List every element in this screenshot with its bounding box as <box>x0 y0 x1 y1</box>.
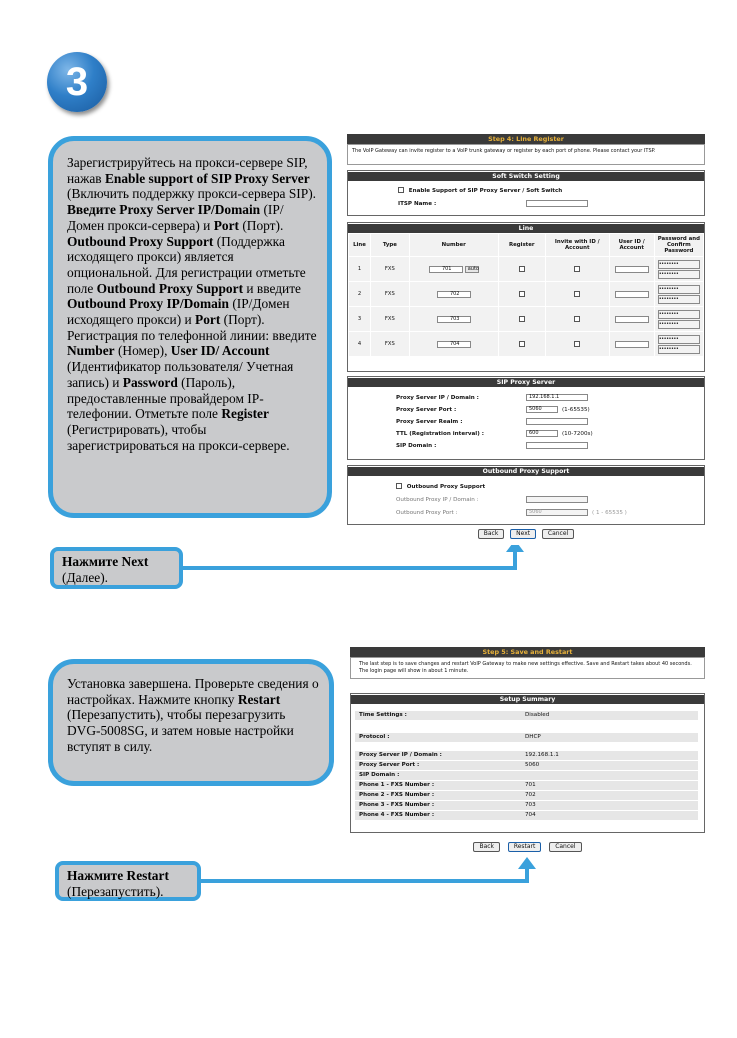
password-cell <box>654 282 703 307</box>
instruction-text-part: (IP/Домен исходящего прокси) и <box>67 296 290 328</box>
table-row <box>349 257 704 282</box>
invite-cell <box>545 282 609 307</box>
proxy-ip-input[interactable]: 192.168.1.1 <box>526 394 588 401</box>
itsp-name-input[interactable] <box>526 200 588 207</box>
register-cell <box>498 307 545 332</box>
user-id-input[interactable] <box>615 316 649 323</box>
summary-value: 704 <box>525 812 536 818</box>
restart-arrow-line <box>201 879 529 883</box>
step-number-badge: 3 <box>47 52 107 112</box>
line-number-field <box>409 307 498 332</box>
confirm-password-input[interactable]: •••••••• <box>658 320 700 329</box>
register-checkbox[interactable] <box>519 316 525 322</box>
user-id-input[interactable] <box>615 291 649 298</box>
finish-text-part: Установка завершена. Проверьте сведения о настройках. Нажмите кнопку <box>67 676 319 707</box>
restart-button[interactable]: Restart <box>508 842 542 852</box>
invite-checkbox[interactable] <box>574 316 580 322</box>
table-row <box>349 307 704 332</box>
ttl-input[interactable]: 600 <box>526 430 558 437</box>
finish-callout <box>48 659 334 786</box>
summary-row <box>355 771 698 780</box>
outbound-proxy-checkbox[interactable] <box>396 483 402 489</box>
outbound-ip-label: Outbound Proxy IP / Domain : <box>396 497 479 503</box>
summary-label: Proxy Server Port : <box>359 762 420 768</box>
enable-sip-proxy-label: Enable Support of SIP Proxy Server / Soft Switch <box>408 187 563 194</box>
summary-value: DHCP <box>525 734 541 740</box>
table-row <box>349 332 704 357</box>
summary-label: Phone 3 - FXS Number : <box>359 802 435 808</box>
summary-value: 192.168.1.1 <box>525 752 559 758</box>
line-number-cell: 2 <box>349 282 371 307</box>
line-section <box>347 222 705 372</box>
summary-row <box>355 761 698 770</box>
finish-text-part: (Перезапустить), чтобы перезагрузить DVG-5008SG, и затем новые настройки вступят в силу. <box>67 707 294 754</box>
itsp-name-label: ITSP Name : <box>398 201 437 207</box>
finish-text-part: Restart <box>237 691 281 707</box>
instruction-text-part: (Идентификатор пользователя/ Учетная запись) и <box>67 359 294 390</box>
summary-value: 701 <box>525 782 536 788</box>
step4-panel <box>347 134 705 545</box>
summary-row <box>355 781 698 790</box>
password-cell <box>654 257 703 282</box>
instruction-text-part: (Поддержка исходящего прокси) является опциональной. Для регистрации отметьте поле <box>67 233 306 296</box>
instruction-text-part: Outbound Proxy IP/Domain <box>67 296 229 312</box>
line-column-header: Register <box>498 234 545 257</box>
register-checkbox[interactable] <box>519 266 525 272</box>
instruction-text-part: (Включить поддержку прокси-сервера SIP). <box>67 186 317 202</box>
instruction-text-part: Port <box>213 217 239 233</box>
next-arrow-line <box>183 566 516 570</box>
line-table <box>348 233 704 357</box>
summary-row <box>355 711 698 720</box>
setup-summary-section <box>350 693 705 833</box>
outbound-port-label: Outbound Proxy Port : <box>396 510 458 516</box>
enable-sip-proxy-checkbox[interactable] <box>398 187 404 193</box>
instruction-text-part: Register <box>221 406 269 422</box>
line-type-cell: FXS <box>370 257 409 282</box>
ttl-range: (10-7200s) <box>562 431 593 437</box>
password-input[interactable]: •••••••• <box>658 285 700 294</box>
summary-value: 5060 <box>525 762 540 768</box>
instruction-text-part: Outbound Proxy Support <box>67 233 214 249</box>
register-checkbox[interactable] <box>519 291 525 297</box>
step5-description: The last step is to save changes and restart VoIP Gateway to make new settings effective. Save and Restart takes about 40 seconds. The login page will show in about 1 minute. <box>350 657 705 679</box>
line-number-field <box>409 257 498 282</box>
register-cell <box>498 257 545 282</box>
user-id-cell <box>609 307 654 332</box>
soft-switch-header: Soft Switch Setting <box>348 171 704 181</box>
table-row <box>349 282 704 307</box>
setup-summary-header: Setup Summary <box>351 694 704 704</box>
back-button[interactable]: Back <box>478 529 505 539</box>
next-note <box>50 547 183 589</box>
finish-text <box>67 676 321 755</box>
line-number-field <box>409 282 498 307</box>
summary-value: Disabled <box>525 712 550 718</box>
proxy-realm-label: Proxy Server Realm : <box>396 419 463 425</box>
sip-domain-input[interactable] <box>526 442 588 449</box>
instruction-text-part: User ID/ Account <box>170 343 270 359</box>
instruction-text-part: Outbound Proxy Support <box>96 280 244 296</box>
line-table-body <box>349 257 704 357</box>
invite-cell <box>545 257 609 282</box>
line-column-header: Type <box>370 234 409 257</box>
user-id-cell <box>609 332 654 357</box>
user-id-input[interactable] <box>615 266 649 273</box>
password-cell <box>654 307 703 332</box>
line-table-header <box>349 234 704 257</box>
summary-row <box>355 791 698 800</box>
user-id-input[interactable] <box>615 341 649 348</box>
auto-button[interactable]: auto <box>465 266 479 273</box>
line-column-header: User ID / Account <box>609 234 654 257</box>
soft-switch-section <box>347 170 705 216</box>
user-id-cell <box>609 257 654 282</box>
register-checkbox[interactable] <box>519 341 525 347</box>
instruction-text-part: Password <box>122 374 178 390</box>
instruction-callout <box>48 136 332 518</box>
outbound-section <box>347 465 705 525</box>
summary-row <box>355 733 698 742</box>
invite-checkbox[interactable] <box>574 291 580 297</box>
line-number-input[interactable]: 703 <box>437 316 471 323</box>
outbound-port-range: ( 1 - 65535 ) <box>592 510 627 516</box>
line-number-input[interactable]: 701 <box>429 266 463 273</box>
summary-label: Proxy Server IP / Domain : <box>359 752 442 758</box>
password-input[interactable]: •••••••• <box>658 260 700 269</box>
confirm-password-input[interactable]: •••••••• <box>658 270 700 279</box>
line-column-header: Line <box>349 234 371 257</box>
summary-value: 702 <box>525 792 536 798</box>
summary-label: Time Settings : <box>359 712 407 718</box>
line-number-cell: 4 <box>349 332 371 357</box>
instruction-text-part: Enable support of SIP Proxy Server <box>104 170 310 186</box>
line-number-field <box>409 332 498 357</box>
password-input[interactable]: •••••••• <box>658 335 700 344</box>
instruction-text <box>67 155 319 453</box>
instruction-text-part: и введите <box>243 280 302 296</box>
instruction-text-part: Port <box>195 312 221 328</box>
user-id-cell <box>609 282 654 307</box>
instruction-text-part: Введите Proxy Server IP/Domain <box>67 202 261 218</box>
restart-arrow-head-icon <box>518 857 536 869</box>
outbound-port-input[interactable]: 5060 <box>526 509 588 516</box>
instruction-text-part: (Порт). <box>238 217 284 233</box>
sip-proxy-header: SIP Proxy Server <box>348 377 704 387</box>
instruction-text-part: (Регистрировать), чтобы зарегистрироваться на прокси-сервере. <box>67 421 290 453</box>
invite-checkbox[interactable] <box>574 341 580 347</box>
invite-cell <box>545 307 609 332</box>
ttl-label: TTL (Registration interval) : <box>396 431 484 437</box>
line-column-header: Password and Confirm Password <box>654 234 703 257</box>
line-number-cell: 1 <box>349 257 371 282</box>
line-column-header: Invite with ID / Account <box>545 234 609 257</box>
cancel-button[interactable]: Cancel <box>542 529 574 539</box>
next-note-bold: Нажмите Next <box>62 554 149 569</box>
register-cell <box>498 332 545 357</box>
summary-label: SIP Domain : <box>359 772 400 778</box>
summary-row <box>355 801 698 810</box>
summary-label: Phone 4 - FXS Number : <box>359 812 435 818</box>
instruction-text-part: (Порт). Регистрация по телефонной линии: введите <box>67 312 317 343</box>
proxy-ip-label: Proxy Server IP / Domain : <box>396 395 479 401</box>
proxy-port-label: Proxy Server Port : <box>396 407 457 413</box>
back-button[interactable]: Back <box>473 842 500 852</box>
restart-note-text: (Перезапустить). <box>67 883 164 899</box>
proxy-port-range: (1-65535) <box>562 407 590 413</box>
line-number-input[interactable]: 704 <box>437 341 471 348</box>
restart-note <box>55 861 201 901</box>
summary-row <box>355 751 698 760</box>
summary-label: Protocol : <box>359 734 390 740</box>
line-number-cell: 3 <box>349 307 371 332</box>
instruction-text-part: (Пароль), предоставленные провайдером IP-телефонии. Отметьте поле <box>67 374 264 422</box>
sip-domain-label: SIP Domain : <box>396 443 437 449</box>
instruction-text-part: (Номер), <box>114 343 171 359</box>
summary-label: Phone 1 - FXS Number : <box>359 782 435 788</box>
line-column-header: Number <box>409 234 498 257</box>
line-type-cell: FXS <box>370 307 409 332</box>
cancel-button[interactable]: Cancel <box>549 842 581 852</box>
outbound-proxy-label: Outbound Proxy Support <box>406 483 486 490</box>
confirm-password-input[interactable]: •••••••• <box>658 345 700 354</box>
line-type-cell: FXS <box>370 282 409 307</box>
step5-panel <box>350 647 705 857</box>
next-note-text: (Далее). <box>62 569 109 585</box>
instruction-text-part: Зарегистрируйтесь на прокси-сервере SIP, нажав <box>67 155 308 186</box>
confirm-password-input[interactable]: •••••••• <box>658 295 700 304</box>
restart-note-bold: Нажмите Restart <box>67 868 169 883</box>
line-type-cell: FXS <box>370 332 409 357</box>
proxy-realm-input[interactable] <box>526 418 588 425</box>
proxy-port-input[interactable]: 5060 <box>526 406 558 413</box>
instruction-text-part: (IP/Домен прокси-сервера) и <box>67 202 284 233</box>
invite-cell <box>545 332 609 357</box>
summary-label: Phone 2 - FXS Number : <box>359 792 435 798</box>
summary-value: 703 <box>525 802 536 808</box>
instruction-text-part: Number <box>67 343 115 359</box>
outbound-ip-input[interactable] <box>526 496 588 503</box>
line-number-input[interactable]: 702 <box>437 291 471 298</box>
line-header: Line <box>348 223 704 233</box>
password-input[interactable]: •••••••• <box>658 310 700 319</box>
step4-title: Step 4: Line Register <box>347 134 705 144</box>
sip-proxy-section <box>347 376 705 460</box>
next-button[interactable]: Next <box>510 529 536 539</box>
register-cell <box>498 282 545 307</box>
outbound-header: Outbound Proxy Support <box>348 466 704 476</box>
password-cell <box>654 332 703 357</box>
invite-checkbox[interactable] <box>574 266 580 272</box>
step4-description: The VoIP Gateway can invite register to a VoIP trunk gateway or register by each port of phone. Please contact your ITSP. <box>347 144 705 165</box>
step5-title: Step 5: Save and Restart <box>350 647 705 657</box>
summary-row <box>355 811 698 820</box>
